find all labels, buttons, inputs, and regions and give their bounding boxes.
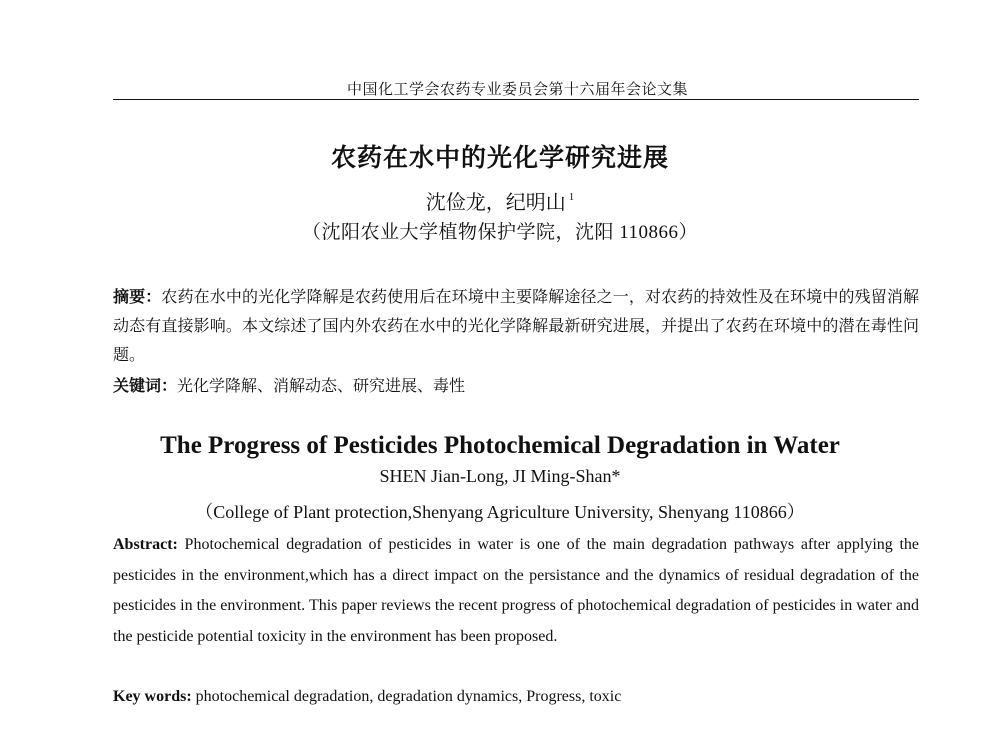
chinese-author-names: 沈俭龙，纪明山 — [425, 192, 566, 214]
english-title: The Progress of Pesticides Photochemical Degradation in Water — [160, 432, 840, 459]
chinese-title: 农药在水中的光化学研究进展 — [330, 143, 669, 172]
english-abstract-text: Photochemical degradation of pesticides in water is one of the main degradation pathways after applying the pesticides in the environment,which has a direct impact on the persistance and the dynamics of residual degradation of the pesticides in the environment. This paper reviews the recent progress of photochemical degradation of pesticides in water and the pesticide potential toxicity in the environment has been proposed. — [113, 536, 919, 645]
chinese-affiliation: （沈阳农业大学植物保护学院，沈阳 110866） — [301, 222, 699, 243]
english-keywords — [113, 688, 621, 706]
english-keywords-text: photochemical degradation, degradation dynamics, Progress, toxic — [191, 688, 622, 705]
chinese-keywords-label: 关键词： — [113, 378, 178, 395]
author-footnote-mark: 1 — [568, 191, 575, 203]
english-affiliation: （College of Plant protection,Shenyang Agriculture University, Shenyang 110866） — [195, 502, 805, 522]
english-authors: SHEN Jian-Long, JI Ming-Shan* — [379, 466, 621, 486]
chinese-abstract — [113, 283, 919, 370]
chinese-authors — [0, 186, 1000, 215]
chinese-abstract-text: 农药在水中的光化学降解是农药使用后在环境中主要降解途径之一，对农药的持效性及在环境中的残留消解动态有直接影响。本文综述了国内外农药在水中的光化学降解最新研究进展，并提出了农药在环境中的潜在毒性问题。 — [113, 289, 919, 364]
header-rule — [113, 99, 919, 100]
running-header: 中国化工学会农药专业委员会第十六届年会论文集 — [347, 82, 689, 98]
chinese-keywords — [113, 373, 465, 396]
chinese-abstract-label: 摘要： — [113, 289, 162, 306]
english-keywords-label: Key words: — [113, 688, 192, 705]
chinese-keywords-text: 光化学降解、消解动态、研究进展、毒性 — [177, 378, 466, 395]
english-abstract — [113, 530, 919, 652]
english-abstract-label: Abstract: — [113, 536, 178, 553]
